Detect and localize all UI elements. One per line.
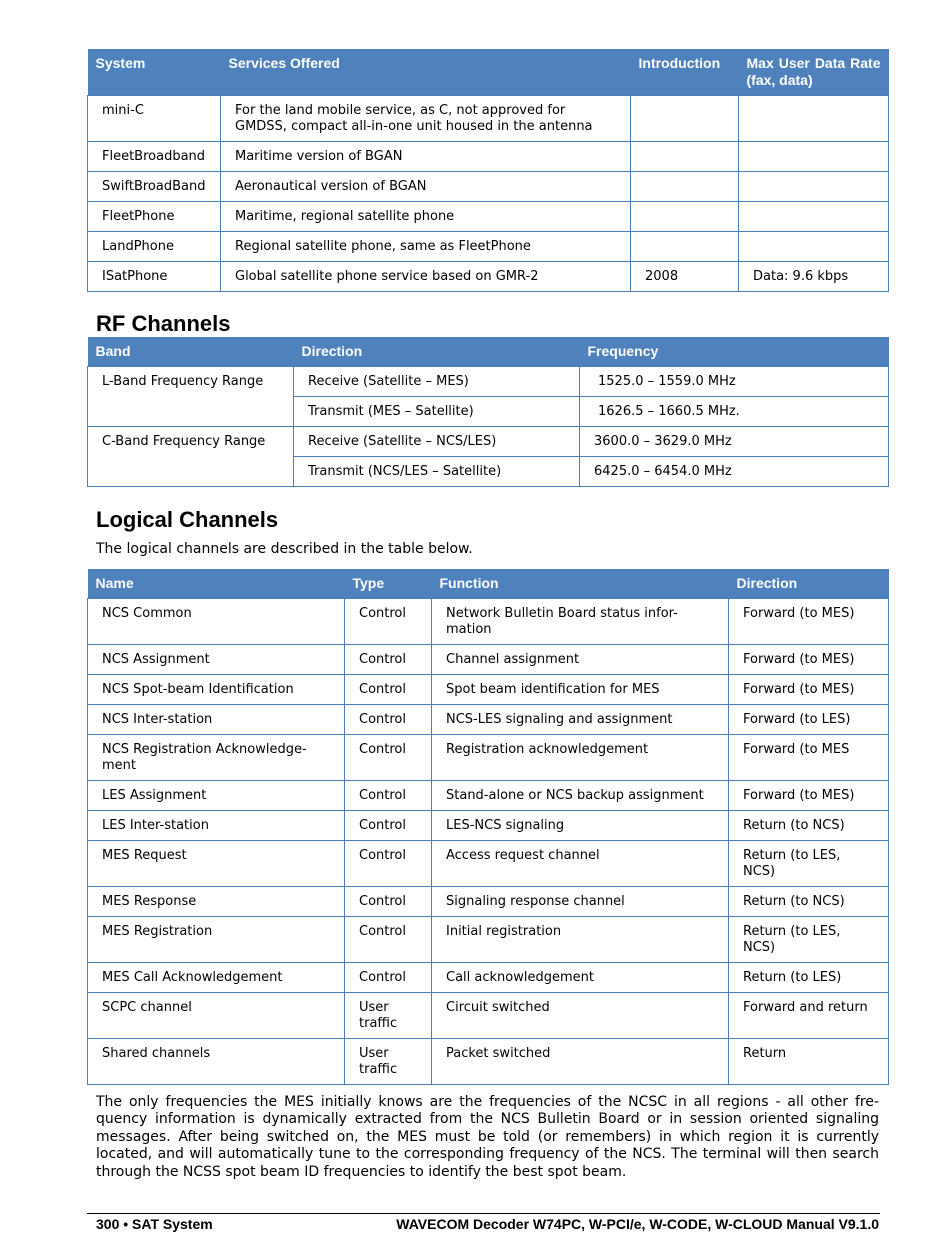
table-cell: Control [345,705,432,735]
table-cell: User traffic [345,1039,432,1085]
footer-page-section: 300 • SAT System [96,1216,213,1232]
col-header-services: Services Offered [221,49,631,96]
table-cell: Control [345,645,432,675]
table-cell [739,142,889,172]
table-cell: Control [345,599,432,645]
table-cell: NCS Assignment [88,645,345,675]
table-cell: Transmit (NCS/LES – Satellite) [294,457,580,487]
table-cell: mini-C [88,96,221,142]
table-cell [739,232,889,262]
col-header-type: Type [345,569,432,599]
table-cell: Return (to LES, NCS) [729,841,889,887]
table-cell: MES Registration [88,917,345,963]
table-row [88,675,889,705]
table-row [88,887,889,917]
table-cell: Shared channels [88,1039,345,1085]
table-cell: Return (to NCS) [729,887,889,917]
table-cell: SCPC channel [88,993,345,1039]
table-row [88,1039,889,1085]
table-row [88,811,889,841]
table-cell: NCS Spot-beam Identification [88,675,345,705]
table-cell [739,172,889,202]
table-cell: Initial registration [432,917,729,963]
table-cell: Forward (to LES) [729,705,889,735]
rf-channels-heading: RF Channels [96,311,231,336]
table-cell: Stand-alone or NCS backup assignment [432,781,729,811]
table-row [88,735,889,781]
table-cell: Forward (to MES) [729,645,889,675]
table-cell: Control [345,675,432,705]
table-cell: Network Bulletin Board status infor-mation [432,599,729,645]
table-cell: SwiftBroadBand [88,172,221,202]
table-cell: Forward and return [729,993,889,1039]
table-cell: Spot beam identification for MES [432,675,729,705]
systems-table [87,49,889,292]
table-row [88,917,889,963]
table-cell: NCS Common [88,599,345,645]
table-cell: 1626.5 – 1660.5 MHz. [580,397,889,427]
col-header-band: Band [88,337,294,367]
table-cell [631,232,739,262]
table-cell: 2008 [631,262,739,292]
table-cell [739,202,889,232]
logical-channels-heading: Logical Channels [96,507,279,532]
table-row [88,262,889,292]
table-row [88,963,889,993]
table-cell: LES-NCS signaling [432,811,729,841]
table-cell: 3600.0 – 3629.0 MHz [580,427,889,457]
table-cell: Control [345,841,432,887]
footer-divider [87,1213,880,1214]
table-cell [631,96,739,142]
logical-channels-table [87,569,889,1085]
table-cell: Forward (to MES) [729,781,889,811]
table-cell: LandPhone [88,232,221,262]
table-cell: Return [729,1039,889,1085]
table-cell: Return (to LES, NCS) [729,917,889,963]
table-cell: Forward (to MES) [729,599,889,645]
table-cell [739,96,889,142]
table-cell: NCS Inter-station [88,705,345,735]
table-cell: FleetPhone [88,202,221,232]
table-cell: NCS-LES signaling and assignment [432,705,729,735]
table-cell: MES Request [88,841,345,887]
table-cell: Control [345,963,432,993]
table-cell: MES Response [88,887,345,917]
col-header-direction: Direction [729,569,889,599]
table-cell: Receive (Satellite – NCS/LES) [294,427,580,457]
table-cell: Forward (to MES) [729,675,889,705]
table-cell: Maritime version of BGAN [221,142,631,172]
table-cell [631,142,739,172]
col-header-direction: Direction [294,337,580,367]
table-row [88,202,889,232]
col-header-function: Function [432,569,729,599]
table-cell: C-Band Frequency Range [88,427,294,487]
table-cell: Call acknowledgement [432,963,729,993]
table-cell: Control [345,735,432,781]
table-cell: Control [345,781,432,811]
table-cell: 6425.0 – 6454.0 MHz [580,457,889,487]
table-cell: L-Band Frequency Range [88,367,294,427]
table-cell: Aeronautical version of BGAN [221,172,631,202]
table-cell: Return (to NCS) [729,811,889,841]
table-row [88,172,889,202]
table-cell: 1525.0 – 1559.0 MHz [580,367,889,397]
logical-channels-body [88,599,889,1085]
table-row [88,645,889,675]
table-cell: Return (to LES) [729,963,889,993]
table-cell: Control [345,811,432,841]
table-cell: LES Assignment [88,781,345,811]
table-row [88,367,889,397]
table-cell: For the land mobile service, as C, not approved for GMDSS, compact all-in-one unit housed in the antenna [221,96,631,142]
table-row [88,96,889,142]
table-cell: Transmit (MES – Satellite) [294,397,580,427]
footer-manual-title: WAVECOM Decoder W74PC, W-PCI/e, W-CODE, W-CLOUD Manual V9.1.0 [396,1216,879,1232]
table-row [88,427,889,457]
table-cell: Registration acknowledgement [432,735,729,781]
logical-channels-intro: The logical channels are described in the table below. [96,541,473,557]
table-cell: Packet switched [432,1039,729,1085]
table-cell: MES Call Acknowledgement [88,963,345,993]
table-row [88,705,889,735]
rf-channels-table [87,337,889,487]
table-cell: Circuit switched [432,993,729,1039]
table-row [88,841,889,887]
table-cell: ISatPhone [88,262,221,292]
table-cell: LES Inter-station [88,811,345,841]
body-paragraph: The only frequencies the MES initially knows are the frequencies of the NCSC in all regions - all other fre-quency information is dynamically extracted from the NCS Bulletin Board or in session oriented signaling messages. After being switched on, the MES must be told (or remembers) in which region it is currently located, and will automatically tune to the corresponding frequency of the NCS. The terminal will then search through the NCSS spot beam ID frequencies to identify the best spot beam. [96,1094,879,1180]
table-cell: Global satellite phone service based on GMR-2 [221,262,631,292]
table-cell: User traffic [345,993,432,1039]
table-cell: Forward (to MES [729,735,889,781]
table-cell: FleetBroadband [88,142,221,172]
table-row [88,599,889,645]
col-header-max-rate: Max User Data Rate (fax, data) [739,49,889,96]
col-header-name: Name [88,569,345,599]
table-row [88,232,889,262]
table-cell: Control [345,887,432,917]
table-cell: Access request channel [432,841,729,887]
table-cell [631,172,739,202]
table-cell: Maritime, regional satellite phone [221,202,631,232]
col-header-introduction: Introduction [631,49,739,96]
col-header-system: System [88,49,221,96]
table-row [88,781,889,811]
table-cell: Regional satellite phone, same as FleetPhone [221,232,631,262]
table-cell: Channel assignment [432,645,729,675]
table-cell [631,202,739,232]
col-header-frequency: Frequency [580,337,889,367]
table-cell: Data: 9.6 kbps [739,262,889,292]
table-cell: NCS Registration Acknowledge-ment [88,735,345,781]
table-row [88,142,889,172]
table-cell: Control [345,917,432,963]
table-row [88,993,889,1039]
table-cell: Signaling response channel [432,887,729,917]
table-cell: Receive (Satellite – MES) [294,367,580,397]
